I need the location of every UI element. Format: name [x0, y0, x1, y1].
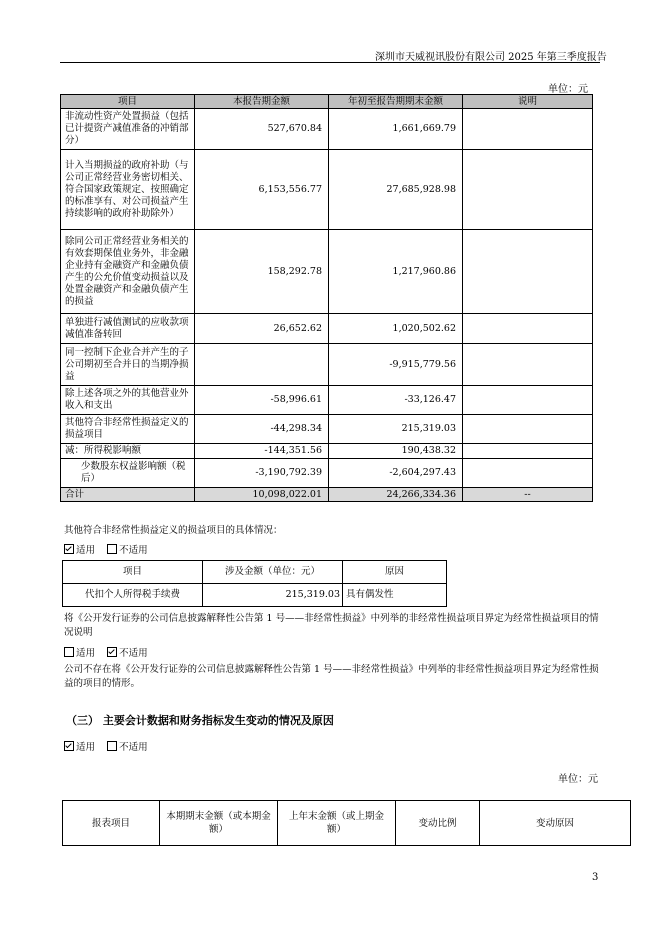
section-title: （三） 主要会计数据和财务指标发生变动的情况及原因 [66, 714, 334, 727]
column-header: 上年末金额（或上期金额） [278, 801, 396, 846]
column-header: 项目 [63, 561, 203, 584]
row-note [463, 415, 593, 444]
row-note [463, 109, 593, 150]
row-current: 158,292.78 [195, 230, 329, 314]
row-current: 26,652.62 [195, 314, 329, 344]
checkbox-not-applicable[interactable] [107, 741, 117, 751]
row-current: -44,298.34 [195, 415, 329, 444]
change-analysis-table [62, 800, 631, 846]
row-current: -58,996.61 [195, 386, 329, 415]
checkbox-not-applicable[interactable] [107, 647, 117, 657]
checkbox-applicable[interactable] [64, 544, 74, 554]
checkbox-group-2 [64, 645, 148, 659]
total-note: -- [463, 488, 593, 502]
checkbox-applicable[interactable] [64, 647, 74, 657]
row-current [195, 344, 329, 386]
column-header: 说明 [463, 95, 593, 109]
row-item: 除同公司正常经营业务相关的有效套期保值业务外，非金融企业持有金融资产和金融负债产生的公允价值变动损益以及处置金融资产和金融负债产生的损益 [61, 230, 195, 314]
row-current: -144,351.56 [195, 444, 329, 459]
report-header-title: 深圳市天威视讯股份有限公司 2025 年第三季度报告 [375, 52, 607, 63]
row-note [463, 150, 593, 230]
table-row [61, 415, 593, 444]
row-note [463, 314, 593, 344]
table-header-row [63, 561, 447, 584]
column-header: 项目 [61, 95, 195, 109]
row-item: 其他符合非经常性损益定义的损益项目 [61, 415, 195, 444]
other-items-detail-table [62, 560, 447, 607]
row-item: 同一控制下企业合并产生的子公司期初至合并日的当期净损益 [61, 344, 195, 386]
row-ytd: 1,661,669.79 [329, 109, 463, 150]
row-note [463, 444, 593, 459]
no-reclassification-statement: 公司不存在将《公开发行证券的公司信息披露解释性公告第 1 号——非经常性损益》中列举的非经常性损益项目界定为经常性损益的项目的情形。 [64, 664, 599, 689]
checkbox-not-applicable[interactable] [107, 544, 117, 554]
column-header: 变动比例 [396, 801, 480, 846]
row-item: 少数股东权益影响额（税后） [61, 459, 195, 488]
row-item: 代扣个人所得税手续费 [63, 584, 203, 607]
non-recurring-gains-table [60, 94, 593, 502]
checkbox-label: 适用 [76, 742, 96, 753]
table-row [61, 230, 593, 314]
checkbox-label: 不适用 [119, 742, 148, 753]
table-row [61, 344, 593, 386]
row-ytd: 1,217,960.86 [329, 230, 463, 314]
table-row [61, 386, 593, 415]
table-row [61, 314, 593, 344]
checkbox-group-1 [64, 542, 148, 556]
total-item: 合计 [61, 488, 195, 502]
row-current: -3,190,792.39 [195, 459, 329, 488]
column-header: 报表项目 [63, 801, 160, 846]
row-item: 非流动性资产处置损益（包括已计提资产减值准备的冲销部分） [61, 109, 195, 150]
table1-unit: 单位：元 [548, 84, 588, 95]
row-ytd: -33,126.47 [329, 386, 463, 415]
row-item: 单独进行减值测试的应收款项减值准备转回 [61, 314, 195, 344]
row-ytd: -2,604,297.43 [329, 459, 463, 488]
column-header: 本报告期金额 [195, 95, 329, 109]
row-note [463, 386, 593, 415]
checkbox-group-3 [64, 739, 148, 753]
column-header: 原因 [343, 561, 447, 584]
row-current: 527,670.84 [195, 109, 329, 150]
page-number: 3 [592, 872, 599, 883]
row-ytd: 27,685,928.98 [329, 150, 463, 230]
row-note [463, 344, 593, 386]
column-header: 变动原因 [480, 801, 631, 846]
row-reason: 具有偶发性 [343, 584, 447, 607]
total-current: 10,098,022.01 [195, 488, 329, 502]
checkbox-label: 不适用 [119, 648, 148, 659]
classification-explanation-text: 将《公开发行证券的公司信息披露解释性公告第 1 号——非经常性损益》中列举的非经常性损益项目界定为经常性损益项目的情况说明 [64, 613, 599, 638]
table3-unit: 单位：元 [558, 774, 598, 785]
row-ytd: 190,438.32 [329, 444, 463, 459]
checkbox-label: 适用 [76, 648, 96, 659]
row-amount: 215,319.03 [203, 584, 343, 607]
row-ytd: 215,319.03 [329, 415, 463, 444]
header-rule [60, 62, 600, 63]
row-item: 计入当期损益的政府补助（与公司正常经营业务密切相关、符合国家政策规定、按照确定的标准享有、对公司损益产生持续影响的政府补助除外） [61, 150, 195, 230]
column-header: 本期期末金额（或本期金额） [160, 801, 278, 846]
table-row [61, 109, 593, 150]
column-header: 年初至报告期期末金额 [329, 95, 463, 109]
row-item: 减：所得税影响额 [61, 444, 195, 459]
row-note [463, 230, 593, 314]
table-row [61, 150, 593, 230]
row-ytd: -9,915,779.56 [329, 344, 463, 386]
table-row [61, 444, 593, 459]
table-row [63, 584, 447, 607]
checkbox-label: 适用 [76, 545, 96, 556]
total-row [61, 488, 593, 502]
checkbox-label: 不适用 [119, 545, 148, 556]
row-ytd: 1,020,502.62 [329, 314, 463, 344]
table-header-row [61, 95, 593, 109]
row-item: 除上述各项之外的其他营业外收入和支出 [61, 386, 195, 415]
column-header: 涉及金额（单位：元） [203, 561, 343, 584]
other-items-caption: 其他符合非经常性损益定义的损益项目的具体情况： [64, 525, 283, 536]
total-ytd: 24,266,334.36 [329, 488, 463, 502]
row-note [463, 459, 593, 488]
checkbox-applicable[interactable] [64, 741, 74, 751]
row-current: 6,153,556.77 [195, 150, 329, 230]
table-header-row [63, 801, 631, 846]
table-row [61, 459, 593, 488]
